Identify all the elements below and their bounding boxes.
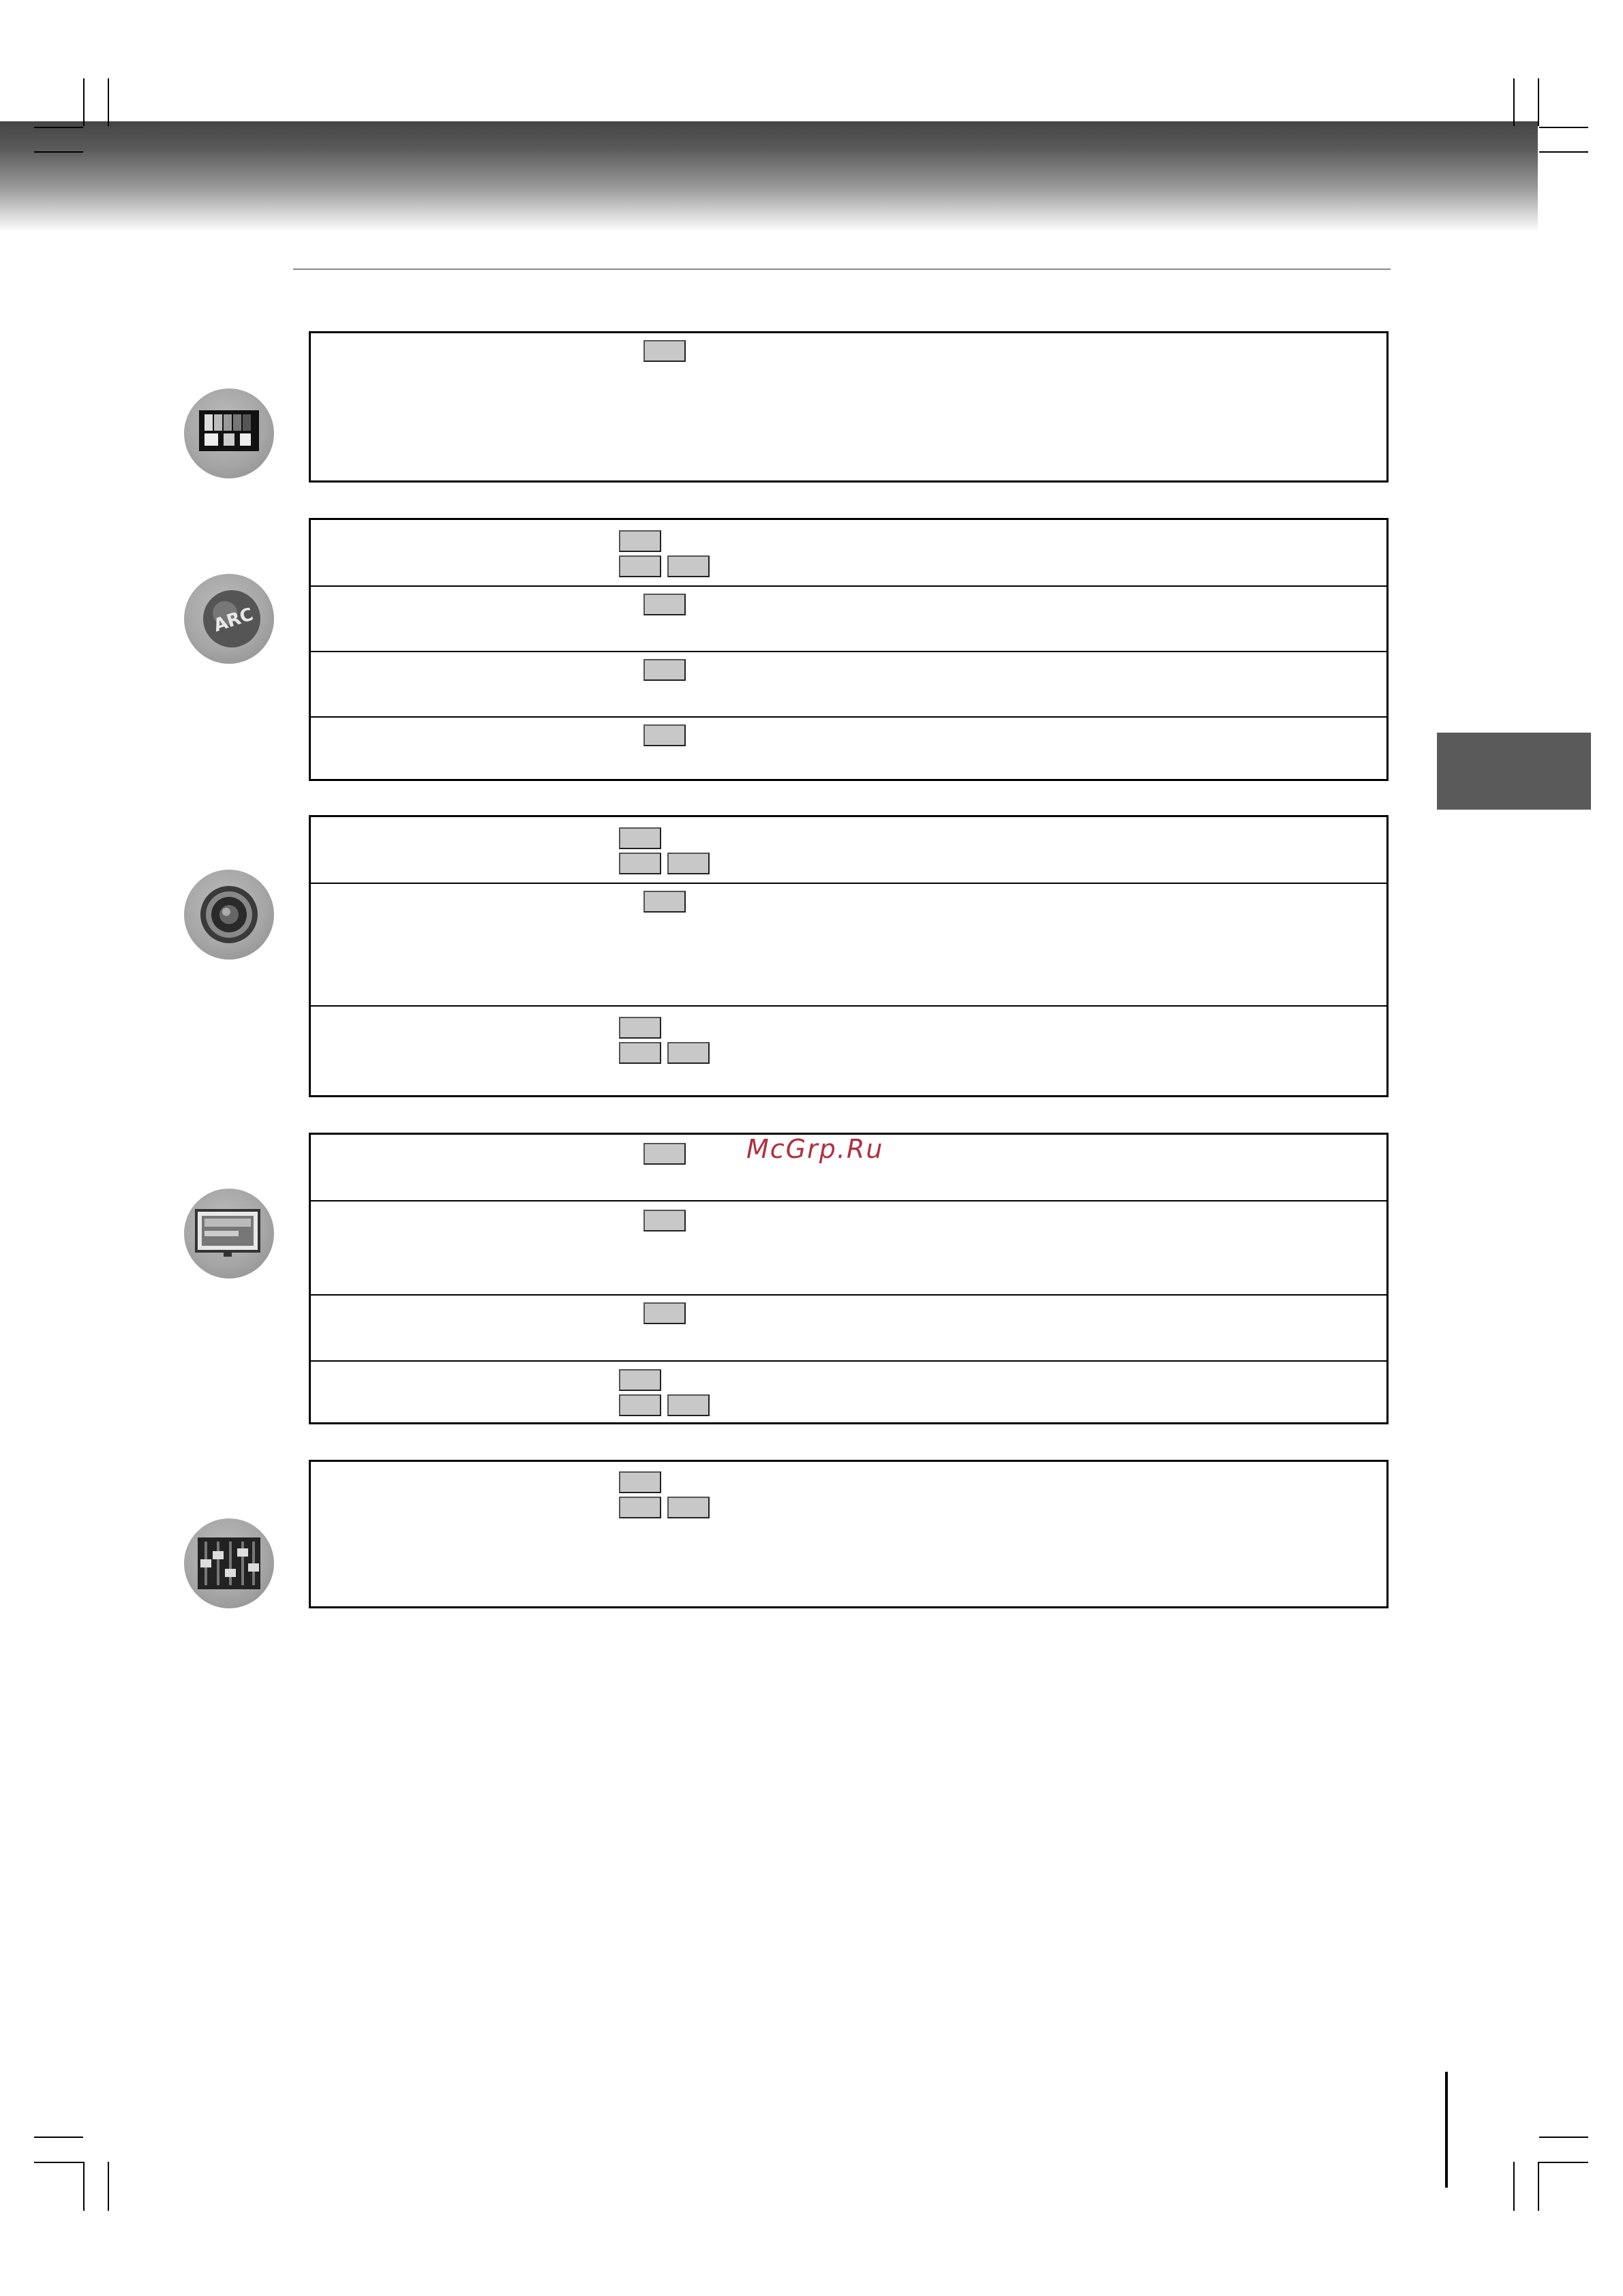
header-gradient-band	[0, 121, 1538, 232]
remote-key	[667, 1394, 710, 1416]
crop-mark	[1539, 151, 1588, 153]
arc-language-icon	[184, 574, 274, 664]
remote-key	[667, 1497, 710, 1518]
display-settings-section	[309, 1133, 1389, 1424]
remote-key	[643, 891, 686, 913]
watermark-text: McGrp.Ru	[746, 1134, 884, 1164]
remote-key	[619, 1369, 661, 1391]
remote-key	[667, 555, 710, 577]
remote-key	[643, 594, 686, 615]
crop-mark	[1513, 78, 1515, 126]
crop-mark	[108, 78, 109, 126]
row-divider	[311, 716, 1386, 718]
crop-mark	[34, 2162, 83, 2163]
remote-key	[619, 853, 661, 874]
remote-key	[643, 340, 686, 362]
crop-mark	[1513, 2162, 1515, 2211]
remote-key	[619, 1042, 661, 1064]
crop-mark	[1538, 2162, 1539, 2211]
remote-key	[619, 1394, 661, 1416]
remote-key	[643, 659, 686, 681]
picture-menu-icon	[184, 388, 274, 478]
remote-key	[667, 853, 710, 874]
remote-key	[643, 1210, 686, 1231]
remote-key	[619, 827, 661, 849]
equalizer-sliders-icon	[184, 1518, 274, 1608]
crop-mark	[34, 151, 83, 153]
crop-mark	[83, 78, 85, 126]
remote-key	[643, 724, 686, 746]
remote-key	[619, 1017, 661, 1039]
row-divider	[311, 651, 1386, 652]
row-divider	[311, 585, 1386, 587]
remote-key	[643, 1143, 686, 1165]
remote-key	[619, 1497, 661, 1518]
page-number-bar	[1445, 2072, 1448, 2188]
crop-mark	[108, 2162, 109, 2211]
display-screen-icon	[184, 1189, 274, 1279]
row-divider	[311, 1200, 1386, 1201]
crop-mark	[1538, 78, 1539, 126]
row-divider	[311, 1005, 1386, 1007]
picture-settings-section	[309, 331, 1389, 483]
crop-mark	[34, 2137, 83, 2138]
top-rule	[293, 269, 1391, 270]
language-settings-section	[309, 518, 1389, 781]
row-divider	[311, 1294, 1386, 1296]
crop-mark	[1539, 127, 1588, 128]
remote-key	[619, 555, 661, 577]
audio-settings-section	[309, 815, 1389, 1097]
crop-mark	[34, 127, 83, 128]
chapter-side-tab	[1437, 733, 1591, 810]
crop-mark	[1539, 2137, 1588, 2138]
svg-text:ARC: ARC	[211, 604, 256, 637]
remote-key	[643, 1302, 686, 1324]
row-divider	[311, 1360, 1386, 1362]
remote-key	[619, 1471, 661, 1493]
remote-key	[667, 1042, 710, 1064]
speaker-audio-icon	[184, 870, 274, 960]
crop-mark	[1539, 2162, 1588, 2163]
crop-mark	[83, 2162, 85, 2211]
remote-key	[619, 530, 661, 552]
equalizer-settings-section	[309, 1460, 1389, 1608]
row-divider	[311, 883, 1386, 884]
